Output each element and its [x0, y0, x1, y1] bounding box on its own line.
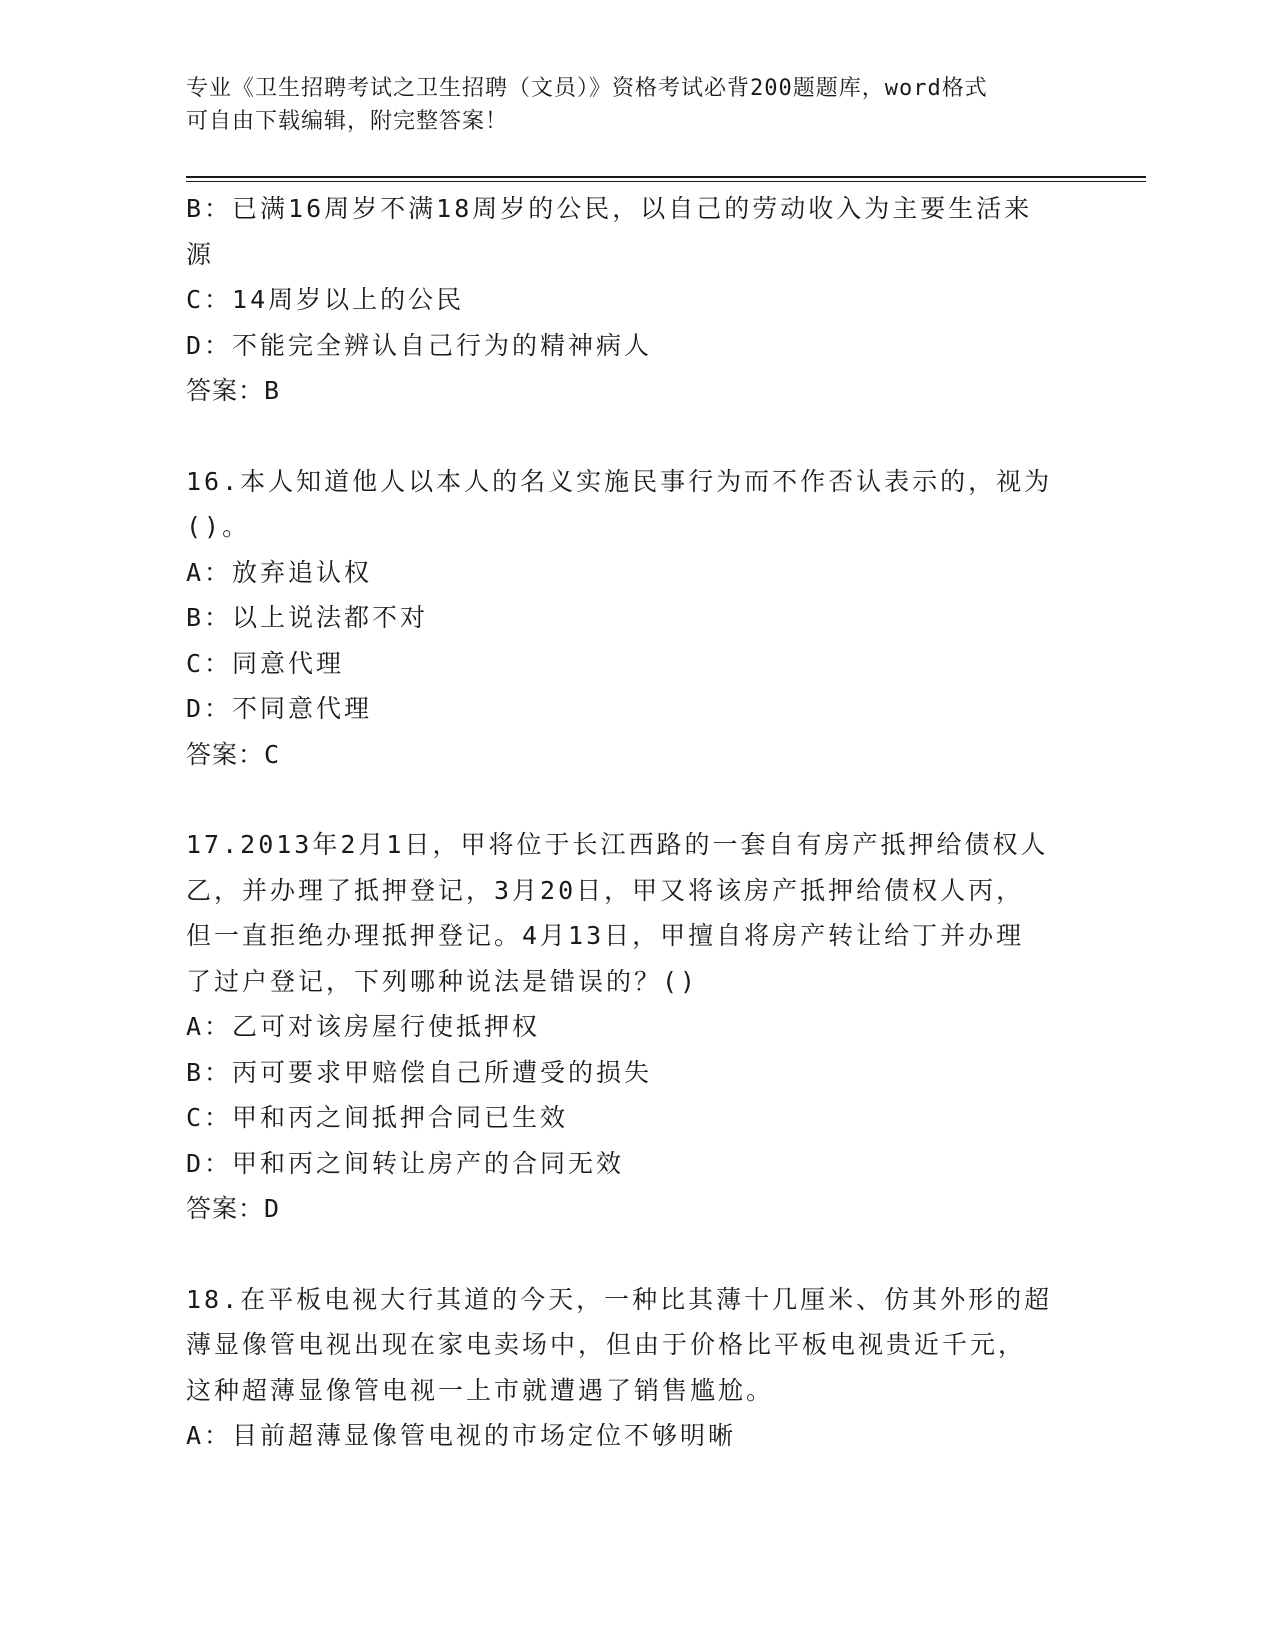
question-stem-line-3: 但一直拒绝办理抵押登记。4月13日，甲擅自将房产转让给丁并办理 — [186, 921, 1025, 950]
option-b: B：以上说法都不对 — [186, 603, 429, 632]
answer: 答案：C — [186, 739, 281, 769]
option-c: C：14周岁以上的公民 — [186, 285, 465, 314]
question-stem-line-3: 这种超薄显像管电视一上市就遭遇了销售尴尬。 — [186, 1375, 775, 1405]
answer: 答案：B — [186, 376, 281, 405]
question-stem-line-1: 16.本人知道他人以本人的名义实施民事行为而不作否认表示的，视为 — [186, 466, 1053, 496]
option-c: C：同意代理 — [186, 648, 345, 678]
option-a: A：放弃追认权 — [186, 557, 373, 587]
spacer — [186, 414, 1086, 459]
question-list — [186, 186, 1086, 1459]
option-d: D：不能完全辨认自己行为的精神病人 — [186, 330, 653, 360]
header-title-line-2: 可自由下载编辑，附完整答案！ — [186, 109, 509, 134]
question-stem-line-2: 薄显像管电视出现在家电卖场中，但由于价格比平板电视贵近千元， — [186, 1330, 1027, 1359]
question-18 — [186, 1277, 1086, 1459]
question-stem-line-1: 17.2013年2月1日，甲将位于长江西路的一套自有房产抵押给债权人 — [186, 830, 1049, 859]
option-b: B：丙可要求甲赔偿自己所遭受的损失 — [186, 1057, 653, 1087]
question-stem-line-4: 了过户登记，下列哪种说法是错误的？() — [186, 966, 699, 996]
header-divider-thick — [186, 176, 1146, 178]
spacer — [186, 777, 1086, 822]
page-header — [186, 72, 1066, 138]
header-title-line-1: 专业《卫生招聘考试之卫生招聘（文员）》资格考试必背200题题库，word格式 — [186, 76, 988, 101]
option-b-line-2: 源 — [186, 239, 215, 269]
header-divider-thin — [186, 181, 1146, 182]
spacer — [186, 1232, 1086, 1277]
question-stem-line-1: 18.在平板电视大行其道的今天，一种比其薄十几厘米、仿其外形的超 — [186, 1284, 1053, 1314]
option-a: A：乙可对该房屋行使抵押权 — [186, 1012, 541, 1041]
option-d: D：甲和丙之间转让房产的合同无效 — [186, 1148, 625, 1178]
question-16 — [186, 459, 1086, 778]
answer: 答案：D — [186, 1194, 281, 1223]
question-stem-line-2: 乙，并办理了抵押登记，3月20日，甲又将该房产抵押给债权人丙， — [186, 875, 1025, 905]
option-c: C：甲和丙之间抵押合同已生效 — [186, 1103, 569, 1132]
question-15 — [186, 186, 1086, 414]
question-stem-line-2: ()。 — [186, 512, 251, 541]
option-a: A：目前超薄显像管电视的市场定位不够明晰 — [186, 1421, 737, 1450]
option-d: D：不同意代理 — [186, 694, 373, 723]
question-17 — [186, 822, 1086, 1232]
option-b-line-1: B：已满16周岁不满18周岁的公民，以自己的劳动收入为主要生活来 — [186, 194, 1033, 223]
